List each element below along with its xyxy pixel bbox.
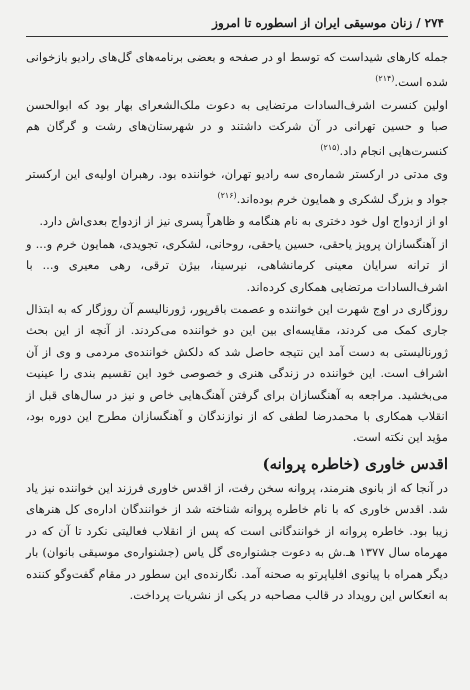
book-title: زنان موسیقی ایران از اسطوره تا امروز	[212, 16, 413, 30]
paragraph-text: در آنجا که از بانوی هنرمند، پروانه سخن رفت، از اقدس خاوری فرزند این خواننده نیز یاد شد. اقدس خاوری که با نام خاطره پروانه شناخته شد از خوانندگان اداره‌ی کل هنرهای زیبا بود. خاطره پروانه از خوانندگانی است که پس از انقلاب فعالیتی نکرد تا آن که در مهرماه سال ۱۳۷۷ هـ.ش به دعوت جشنواره‌ی گل یاس (جشنواره‌ی موسیقی بانوان) بار دیگر همراه با پیانوی افلیاپرتو به صحنه آمد. نگارنده‌ی این سطور در مقام گفت‌وگو کننده به انعکاس این رویداد در قالب مصاحبه در یکی از نشریات پرداخت.	[26, 480, 449, 602]
footnote-marker: (۲۱۶)	[217, 191, 237, 201]
paragraph	[26, 299, 448, 449]
paragraph-text: روزگاری در اوج شهرت این خواننده و عصمت باقرپور، ژورنالیسم آن روزگار که به ابتذال جاری کمک می کردند، مقایسه‌ای بین این دو خواننده می‌کردند. از آنچه از این بحث ژورنالیستی به دست آمد این نتیجه حاصل شد که دلکش خواننده‌ی مردمی و وی از آن اشراف است. این خواننده در زندگی هنری و خصوصی خود این تقسیم بندی را عینیت می‌بخشید. مراجعه به آهنگسازان برای گرفتن آهنگ‌هایی خاص و نیز در سال‌های قبل از انقلاب همکاری با محمدرضا لطفی که از نوازندگان و آهنگسازان مطرح این دوره بود، مؤید این نکته است.	[26, 302, 448, 445]
footnote-marker: (۲۱۴)	[375, 74, 395, 84]
paragraph-text: جمله کارهای شیداست که توسط او در صفحه و بعضی برنامه‌های گل‌های رادیو بازخوانی شده است.	[26, 50, 448, 90]
paragraph-text: وی مدتی در ارکستر شماره‌ی سه رادیو تهران، خواننده بود. رهبران اولیه‌ی این ارکستر جواد و بزرگ لشکری و همایون خرم بوده‌اند.	[26, 166, 448, 207]
paragraph-text: او از ازدواج اول خود دختری به نام هنگامه و ظاهراً پسری نیز از ازدواج بعدی‌اش دارد.	[39, 214, 448, 229]
page-number: ۲۷۴	[424, 16, 444, 30]
paragraph	[26, 234, 448, 298]
running-header	[26, 12, 448, 37]
paragraph	[26, 478, 448, 606]
header-separator: /	[416, 16, 421, 30]
footnote-marker: (۲۱۵)	[320, 143, 340, 153]
paragraph-text: اولین کنسرت اشرف‌السادات مرتضایی به دعوت ملک‌الشعرای بهار بود که ابوالحسن صبا و حسین تهرانی در آن شرکت داشتند و در شهرستان‌های رشت و گرگان هم کنسرت‌هایی انجام داد.	[26, 97, 448, 159]
paragraph	[26, 47, 448, 94]
paragraph	[26, 211, 448, 232]
paragraph	[26, 95, 448, 163]
paragraph	[26, 164, 448, 211]
section-heading: اقدس خاوری (خاطره پروانه)	[262, 454, 448, 473]
paragraph-text: از آهنگسازان پرویز یاحقی، حسین یاحقی، روحانی، لشکری، تجویدی، همایون خرم و... و از ترانه سرایان معینی کرمانشاهی، نیرسینا، بیژن ترقی، رهی معیری و... با اشرف‌السادات مرتضایی همکاری کرده‌اند.	[26, 236, 448, 294]
